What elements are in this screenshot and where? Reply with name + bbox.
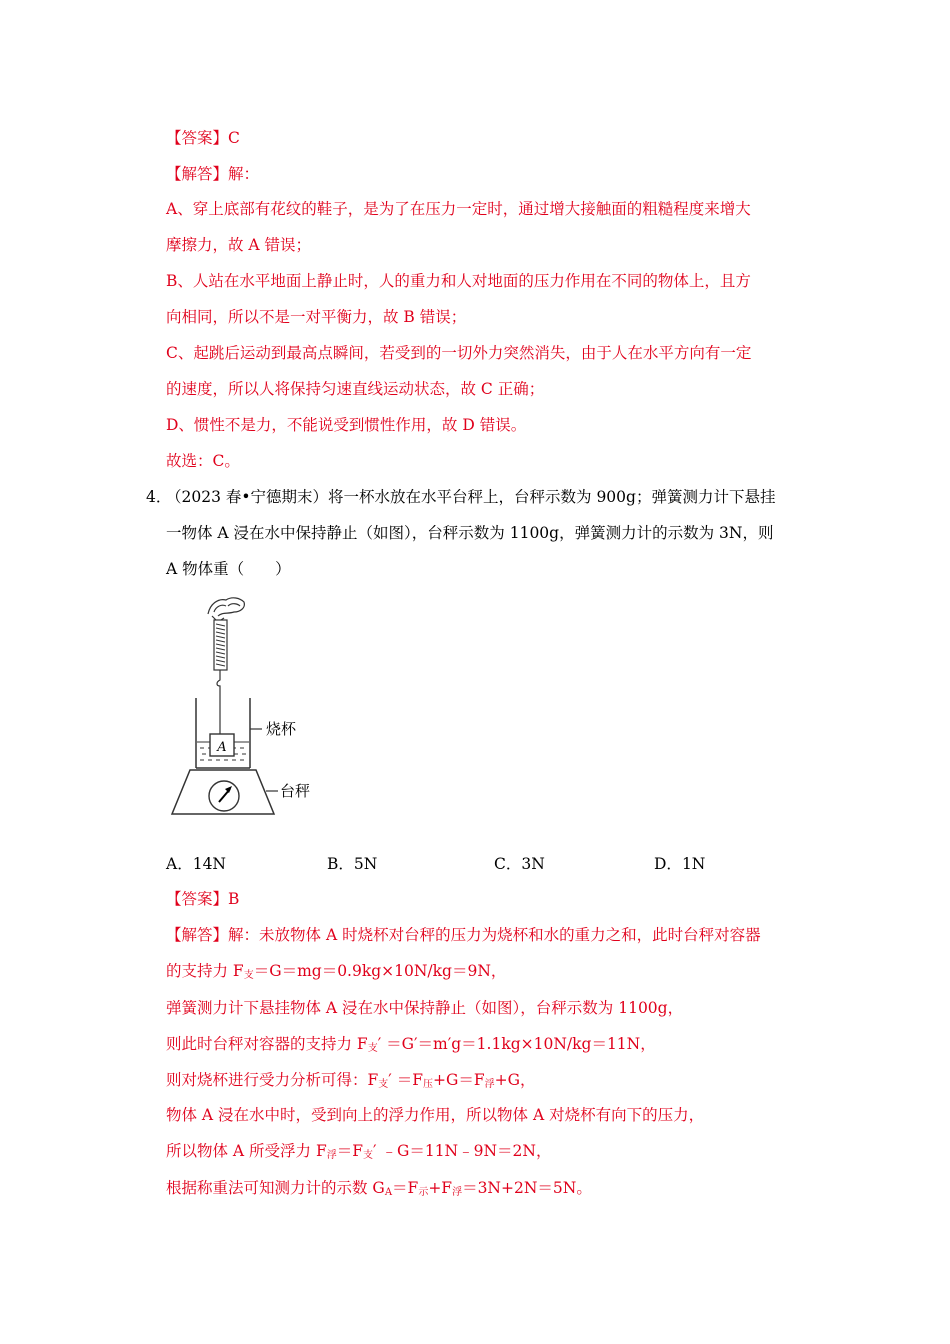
solution-text: 根据称重法可知测力计的示数 G: [166, 1179, 385, 1197]
prev-analysis-line: A、穿上底部有花纹的鞋子，是为了在压力一定时，通过增大接触面的粗糙程度来增大: [166, 200, 751, 218]
subscript: 浮: [452, 1187, 463, 1198]
solution-text: ＝G＝mg＝0.9kg×10N/kg＝9N，: [253, 962, 507, 980]
solution-line: 弹簧测力计下悬挂物体 A 浸在水中保持静止（如图），台秤示数为 1100g，: [166, 999, 684, 1017]
answer-label: 【答案】B: [166, 890, 240, 908]
option-key: D．: [654, 855, 682, 873]
option-text: 14N: [192, 855, 226, 873]
platform-scale: [172, 770, 278, 814]
question-number: 4．: [146, 488, 172, 506]
solution-line: [166, 925, 761, 945]
option-a[interactable]: [166, 854, 226, 874]
solution-text: ＝F: [392, 1179, 419, 1197]
question-line: （2023 春•宁德期末）将一杯水放在水平台秤上，台秤示数为 900g；弹簧测力计下悬挂: [166, 488, 776, 506]
solution-text: +G，: [494, 1071, 536, 1089]
analysis-lead: 解：: [228, 165, 260, 183]
solution-text: 则此时台秤对容器的支持力 F: [166, 1035, 368, 1053]
solution-line: 物体 A 浸在水中时，受到向上的浮力作用，所以物体 A 对烧杯有向下的压力，: [166, 1106, 705, 1124]
spring-balance: [214, 620, 227, 734]
prev-analysis-line: D、惯性不是力，不能说受到惯性作用，故 D 错误。: [166, 416, 527, 434]
subscript: 支: [378, 1079, 389, 1090]
solution-text: ′ ﹣G＝11N﹣9N＝2N，: [373, 1142, 552, 1160]
prev-analysis-line: 摩擦力，故 A 错误；: [166, 236, 312, 254]
solution-text: 的支持力 F: [166, 962, 244, 980]
option-b[interactable]: [327, 854, 377, 874]
prev-analysis-line: 故选：C。: [166, 452, 240, 470]
experiment-figure: [166, 588, 336, 822]
object-a: [210, 734, 234, 756]
subscript: A: [384, 1187, 393, 1198]
subscript: 浮: [326, 1150, 337, 1161]
beaker-label: 烧杯: [266, 720, 297, 738]
solution-text: +G＝F: [432, 1071, 485, 1089]
option-key: C．: [494, 855, 522, 873]
solution-line: [166, 961, 506, 986]
solution-text: 所以物体 A 所受浮力 F: [166, 1142, 327, 1160]
solution-text: ′ ＝G′＝m′g＝1.1kg×10N/kg＝11N，: [377, 1035, 656, 1053]
subscript: 示: [418, 1187, 429, 1198]
prev-analysis-head: [166, 164, 259, 184]
subscript: 支: [243, 970, 254, 981]
option-text: 1N: [681, 855, 706, 873]
solution-line: [166, 1034, 656, 1059]
hand-icon: [208, 598, 244, 622]
option-text: 5N: [353, 855, 378, 873]
prev-analysis-line: C、起跳后运动到最高点瞬间，若受到的一切外力突然消失，由于人在水平方向有一定: [166, 344, 752, 362]
analysis-label: 【解答】: [166, 926, 229, 944]
solution-text: ′ ＝F: [388, 1071, 423, 1089]
solution-text: ＝F: [336, 1142, 363, 1160]
beaker: [196, 698, 262, 768]
subscript: 压: [422, 1079, 433, 1090]
option-text: 3N: [521, 855, 545, 873]
solution-line: [166, 1070, 535, 1095]
analysis-label: 【解答】: [166, 165, 229, 183]
solution-text: +F: [428, 1179, 453, 1197]
solution-text: 解：未放物体 A 时烧杯对台秤的压力为烧杯和水的重力之和，此时台秤对容器: [228, 926, 761, 944]
svg-text:A: A: [217, 740, 227, 755]
solution-text: 则对烧杯进行受力分析可得：F: [166, 1071, 379, 1089]
option-d[interactable]: [654, 854, 705, 874]
question-line: A 物体重（ ）: [166, 560, 291, 578]
solution-line: [166, 1178, 592, 1203]
prev-answer-label: 【答案】C: [166, 129, 240, 147]
subscript: 支: [367, 1043, 378, 1054]
prev-analysis-line: 的速度，所以人将保持匀速直线运动状态，故 C 正确；: [166, 380, 545, 398]
option-key: A．: [166, 855, 193, 873]
question-line: 一物体 A 浸在水中保持静止（如图），台秤示数为 1100g，弹簧测力计的示数为 3N，则: [166, 524, 774, 542]
option-c[interactable]: [494, 854, 545, 874]
scale-label: 台秤: [280, 782, 311, 800]
subscript: 支: [363, 1150, 373, 1161]
subscript: 浮: [484, 1079, 495, 1090]
solution-line: [166, 1141, 551, 1166]
prev-analysis-line: B、人站在水平地面上静止时，人的重力和人对地面的压力作用在不同的物体上，且方: [166, 272, 751, 290]
solution-text: ＝3N+2N＝5N。: [462, 1179, 592, 1197]
prev-analysis-line: 向相同，所以不是一对平衡力，故 B 错误；: [166, 308, 467, 326]
option-key: B．: [327, 855, 354, 873]
